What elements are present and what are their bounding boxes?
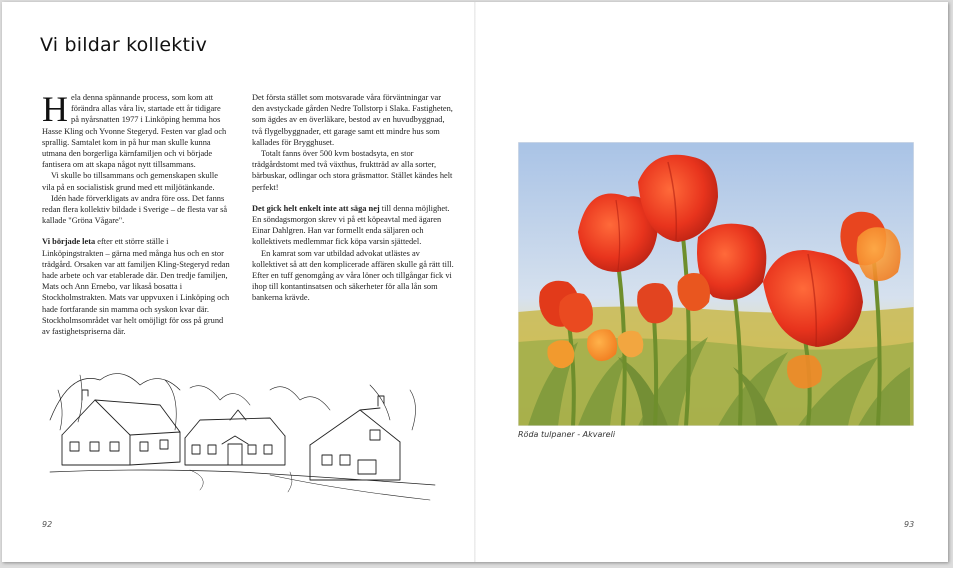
page-gutter	[474, 2, 476, 562]
paragraph: En kamrat som var utbildad advokat utlästes av kollektivet så att den komplicerade affären skulle gå rätt till. Efter en tuff genomgång av våra löner och tillgångar fick vi ihop till kontantinsatsen och säkerheter för alla lån som bankerna krävde.	[252, 248, 454, 303]
paragraph: Det första stället som motsvarade våra förväntningar var den avstyckade gården Nedre Tollstorp i Slaka. Fastigheten, som ägdes av en överläkare, bestod av en huvudbyggnad, två flygelbyggnader, ett garage samt ett mindre hus som kallades för Brygghuset.	[252, 93, 453, 147]
text-column-right	[252, 92, 454, 304]
tulip-painting-image	[518, 142, 914, 426]
paragraph-lead: Det gick helt enkelt inte att säga nej	[252, 203, 380, 213]
paragraph: Totalt fanns över 500 kvm bostadsyta, en stor trädgårdstomt med två växthus, fruktträd av alla sorter, bärbuskar, odlingar och stora gräsmattor. Stället kändes helt perfekt!	[252, 149, 453, 192]
paragraph-lead: Vi började leta	[42, 237, 96, 247]
text-column-left	[42, 89, 230, 337]
book-spread	[2, 2, 948, 562]
paragraph: Idén hade förverkligats av andra före oss. Det fanns redan flera kollektiv bildade i Sverige – de flesta var så kallade "Gröna Vågare".	[42, 193, 228, 226]
page-title: Vi bildar kollektiv	[40, 34, 208, 56]
page-number-right: 93	[904, 520, 915, 529]
paragraph: Hela denna spännande process, som kom att förändra allas våra liv, startade ett år tidigare på nyårsnatten 1977 i Linköping hemma hos Hasse Kling och Yvonne Stegeryd. Festen var glad och sprallig. Samtalet kom in på hur man skulle kunna utmana den borgerliga kärnfamiljen och vi började fantisera om att skapa något nytt tillsammans.	[42, 89, 227, 170]
paragraph: Vi började leta efter ett större ställe i Linköpingstrakten – gärna med många hus och en stor trädgård. Orsaken var att familjen Kling-Stegeryd redan hade arbete och var etablerade där. Den tredje familjen, Mats och Ann Ernebo, var likaså bosatta i Stockholmstrakten. Mats var uppvuxen i Linköping och hade fortfarande sin mamma och syskon kvar där. Stockholmsområdet var helt omöjligt för oss på grund av fastighetspriserna där.	[42, 237, 230, 337]
farm-sketch-illustration	[40, 360, 440, 510]
page-number-left: 92	[42, 520, 53, 529]
image-caption: Röda tulpaner - Akvareli	[518, 430, 616, 439]
paragraph: Vi skulle bo tillsammans och gemenskapen skulle vila på en socialistisk grund med ett miljötänkande.	[42, 171, 218, 192]
paragraph: Det gick helt enkelt inte att säga nej till denna möjlighet. En söndagsmorgon skrev vi på ett köpeavtal med ägaren Einar Dahlgren. Han var formellt enda säljaren och kollektivets medlemmar fick köpa varsin sjättedel.	[252, 203, 450, 247]
drop-cap: H	[42, 89, 68, 129]
